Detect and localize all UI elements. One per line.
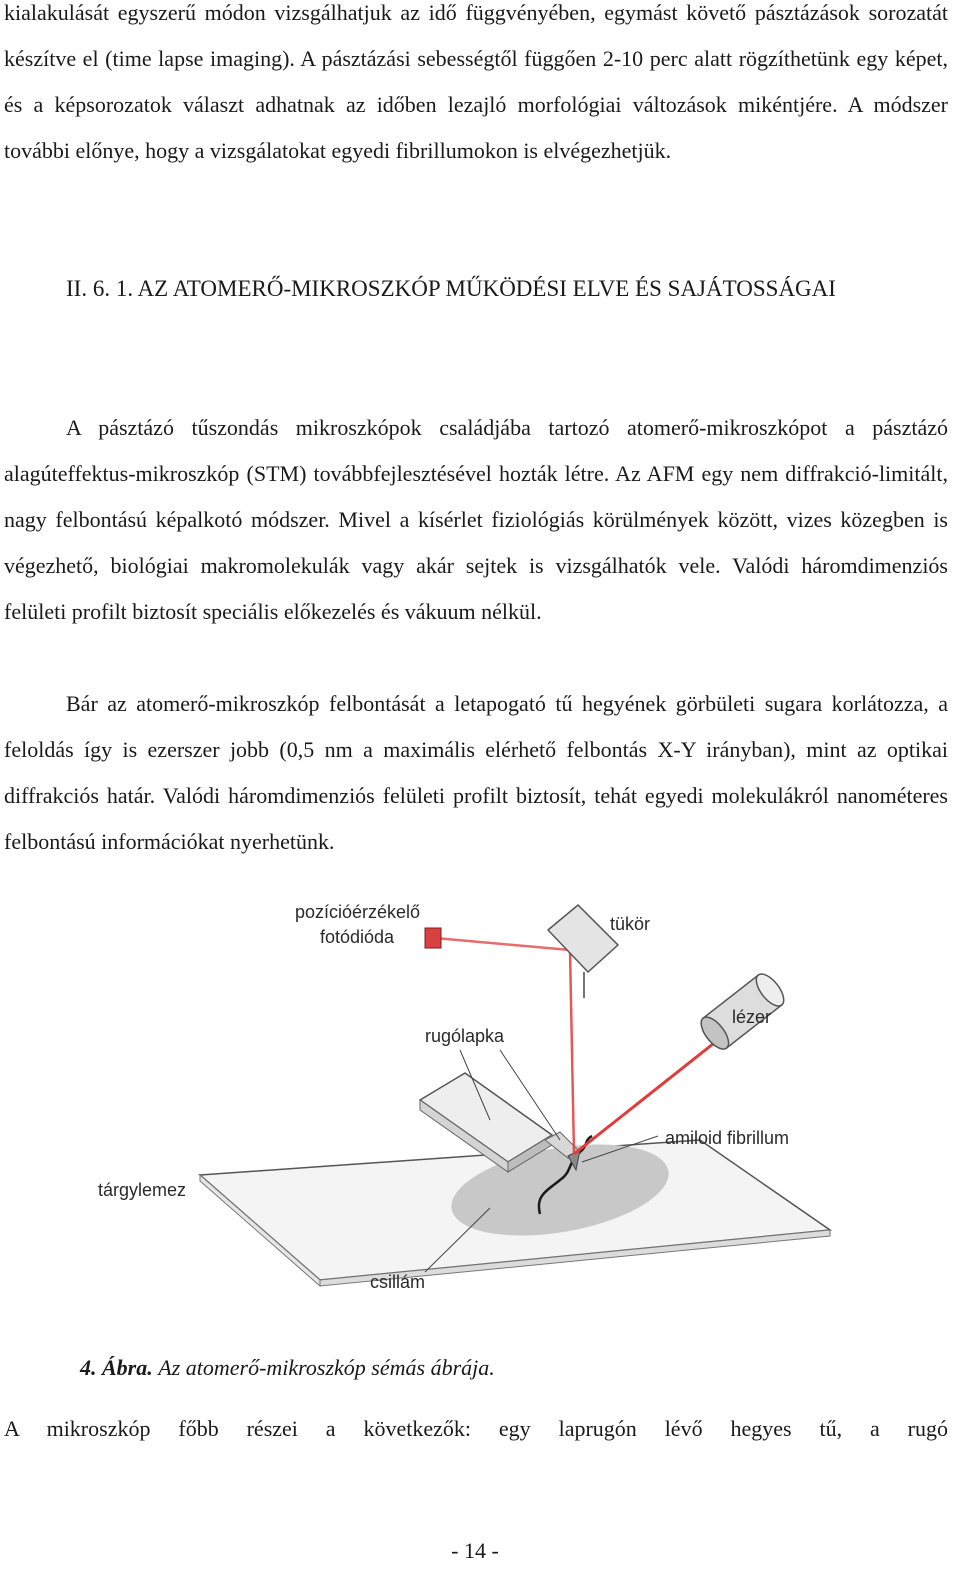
intro-paragraph: kialakulását egyszerű módon vizsgálhatjuk az idő függvényében, egymást követő pásztázások sorozatát készítve el (time lapse imaging). A pásztázási sebességtől függően 2-10 perc alatt rögzíthetünk egy képet, és a képsorozatok választ adhatnak az időben lezajló morfológiai változások mikéntjére. A módszer további előnye, hogy a vizsgálatokat egyedi fibrillumokon is elvégezhetjük. <box>4 0 948 163</box>
label-laser: lézer <box>732 1007 772 1027</box>
label-mirror: tükör <box>610 914 651 934</box>
photodiode <box>425 928 441 948</box>
section-heading: II. 6. 1. AZ ATOMERŐ-MIKROSZKÓP MŰKÖDÉSI ELVE ÉS SAJÁTOSSÁGAI <box>66 276 836 301</box>
mirror <box>548 905 618 972</box>
afm-schematic-figure <box>90 890 880 1320</box>
laser-beam-to-diode <box>435 938 570 950</box>
caption-text: Az atomerő-mikroszkóp sémás ábrája. <box>158 1355 495 1380</box>
page-number: - 14 - <box>451 1538 499 1563</box>
label-fibril: amiloid fibrillum <box>665 1128 790 1148</box>
closing-line: A mikroszkóp főbb részei a következők: egy laprugón lévő hegyes tű, a rugó <box>4 1416 948 1441</box>
paragraph-afm-intro: A pásztázó tűszondás mikroszkópok családjába tartozó atomerő-mikroszkópot a pásztázó alagúteffektus-mikroszkóp (STM) továbbfejlesztésével hozták létre. Az AFM egy nem diffrakció-limitált, nagy felbontású képalkotó módszer. Mivel a kísérlet fiziológiás körülmények között, vizes közegben is végezhető, biológiai makromolekulák vagy akár sejtek is vizsgálhatók vele. Valódi háromdimenziós felületi profilt biztosít speciális előkezelés és vákuum nélkül. <box>4 415 948 624</box>
label-photodiode-line2: fotódióda <box>320 927 395 947</box>
figure-caption <box>80 1352 880 1384</box>
label-cantilever: rugólapka <box>425 1026 505 1046</box>
afm-schematic-diagram <box>90 890 880 1320</box>
paragraph-afm-resolution: Bár az atomerő-mikroszkóp felbontását a letapogató tű hegyének görbületi sugara korlátozza, a feloldás így is ezerszer jobb (0,5 nm a maximális elérhető felbontás X-Y irányban), mint az optikai diffrakciós határ. Valódi háromdimenziós felületi profilt biztosít, tehát egyedi molekulákról nanométeres felbontású információkat nyerhetünk. <box>4 691 948 854</box>
laser-beam-reflected <box>570 950 574 1154</box>
label-mica: csillám <box>370 1272 426 1292</box>
caption-number: 4. Ábra. <box>80 1355 153 1380</box>
label-slide: tárgylemez <box>98 1180 187 1200</box>
label-photodiode-line1: pozícióérzékelő <box>295 902 421 922</box>
